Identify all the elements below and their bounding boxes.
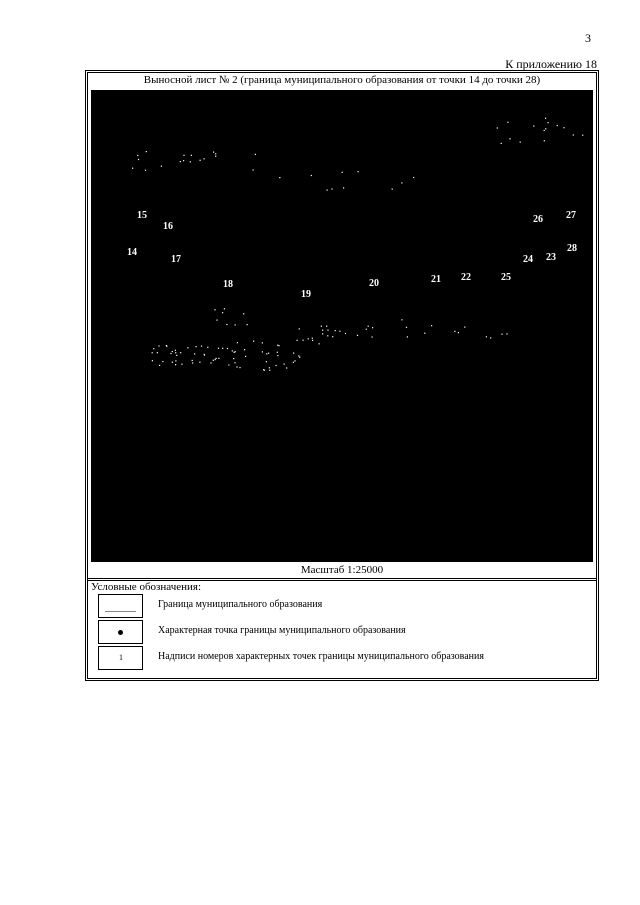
map-speck xyxy=(277,355,278,356)
map-speck xyxy=(181,364,182,365)
map-speck xyxy=(216,358,217,359)
legend-item-label: Характерная точка границы муниципального образования xyxy=(158,625,406,636)
map-speck xyxy=(277,352,278,353)
map-speck xyxy=(557,125,558,126)
map-speck xyxy=(357,335,358,336)
map-speck xyxy=(227,348,228,349)
map-speck xyxy=(146,151,147,152)
map-speck xyxy=(213,360,214,361)
map-speck xyxy=(214,309,215,310)
map-speck xyxy=(284,364,285,365)
map-speck xyxy=(232,350,233,351)
map-speck xyxy=(294,360,295,361)
map-speck xyxy=(506,333,507,334)
map-speck xyxy=(392,189,393,190)
point-label-15: 15 xyxy=(137,210,147,221)
map-speck xyxy=(215,156,216,157)
map-speck xyxy=(366,329,367,330)
map-speck xyxy=(573,134,574,135)
map-speck xyxy=(137,155,138,156)
map-speck xyxy=(332,336,333,337)
legend-symbol-box xyxy=(98,646,143,670)
divider xyxy=(88,578,596,579)
map-speck xyxy=(335,330,336,331)
map-speck xyxy=(533,126,534,127)
map-speck xyxy=(544,130,545,131)
map-speck xyxy=(161,166,162,167)
map-speck xyxy=(183,160,184,161)
map-speck xyxy=(175,364,176,365)
map-speck xyxy=(247,324,248,325)
point-label-25: 25 xyxy=(501,272,511,283)
map-speck xyxy=(175,352,176,353)
map-speck xyxy=(159,365,160,366)
map-speck xyxy=(319,343,320,344)
map-speck xyxy=(299,328,300,329)
map-speck xyxy=(234,352,235,353)
map-speck xyxy=(170,353,171,354)
map-speck xyxy=(342,172,343,173)
map-speck xyxy=(298,355,299,356)
map-speck xyxy=(545,118,546,119)
map-speck xyxy=(327,190,328,191)
map-speck xyxy=(406,327,407,328)
point-label-21: 21 xyxy=(431,274,441,285)
map-speck xyxy=(372,336,373,337)
point-label-23: 23 xyxy=(546,252,556,263)
map-speck xyxy=(244,349,245,350)
map-speck xyxy=(520,142,521,143)
map-speck xyxy=(213,152,214,153)
sheet-title: Выносной лист № 2 (граница муниципального образования от точки 14 до точки 28) xyxy=(143,74,541,86)
map-speck xyxy=(152,360,153,361)
map-speck xyxy=(190,161,191,162)
point-number-symbol: 1 xyxy=(119,653,123,662)
map-speck xyxy=(215,153,216,154)
map-speck xyxy=(501,143,502,144)
legend-item-label: Граница муниципального образования xyxy=(158,599,323,610)
map-speck xyxy=(222,348,223,349)
map-speck xyxy=(278,345,279,346)
map-speck xyxy=(266,353,267,354)
map-speck xyxy=(401,319,402,320)
map-speck xyxy=(192,360,193,361)
map-speck xyxy=(162,361,163,362)
map-speck xyxy=(501,334,502,335)
map-speck xyxy=(245,356,246,357)
map-speck xyxy=(200,160,201,161)
map-speck xyxy=(458,332,459,333)
map-background xyxy=(91,90,593,562)
map-speck xyxy=(339,331,340,332)
map-speck xyxy=(191,155,192,156)
map-speck xyxy=(253,341,254,342)
map-speck xyxy=(175,350,176,351)
map-speck xyxy=(152,352,153,353)
map-speck xyxy=(424,333,425,334)
map-speck xyxy=(327,335,328,336)
map-speck xyxy=(343,187,344,188)
map-speck xyxy=(157,352,158,353)
map-speck xyxy=(166,345,167,346)
map-speck xyxy=(262,351,263,352)
map-speck xyxy=(322,330,323,331)
map-speck xyxy=(199,362,200,363)
map-speck xyxy=(268,353,269,354)
map-speck xyxy=(321,326,322,327)
map-speck xyxy=(507,122,508,123)
map-speck xyxy=(279,177,280,178)
map-sheet-frame xyxy=(87,72,597,679)
point-label-19: 19 xyxy=(301,289,311,300)
map-speck xyxy=(497,127,498,128)
map-speck xyxy=(233,358,234,359)
map-speck xyxy=(243,313,244,314)
map-speck xyxy=(311,175,312,176)
map-speck xyxy=(145,170,146,171)
map-speck xyxy=(368,326,369,327)
map-speck xyxy=(216,320,217,321)
map-speck xyxy=(401,182,402,183)
map-speck xyxy=(172,351,173,352)
point-label-20: 20 xyxy=(369,278,379,289)
map-speck xyxy=(176,355,177,356)
map-speck xyxy=(293,353,294,354)
map-speck xyxy=(358,171,359,172)
map-speck xyxy=(312,340,313,341)
map-speck xyxy=(237,342,238,343)
map-speck xyxy=(234,362,235,363)
map-speck xyxy=(192,362,193,363)
legend-item-label: Надписи номеров характерных точек границы муниципального образования xyxy=(158,651,484,662)
point-label-24: 24 xyxy=(523,254,533,265)
point-label-22: 22 xyxy=(461,272,471,283)
boundary-line-symbol xyxy=(105,611,136,612)
map-canvas xyxy=(91,90,593,562)
page-number: 3 xyxy=(585,31,591,45)
legend-symbol-box xyxy=(98,594,143,618)
map-speck xyxy=(286,367,287,368)
map-speck xyxy=(544,140,545,141)
map-speck xyxy=(548,122,549,123)
map-speck xyxy=(236,366,237,367)
map-speck xyxy=(266,361,267,362)
map-speck xyxy=(563,127,564,128)
map-speck xyxy=(218,358,219,359)
legend-symbol-box xyxy=(98,620,143,644)
legend-title: Условные обозначения: xyxy=(91,581,202,593)
map-speck xyxy=(326,326,327,327)
map-speck xyxy=(235,324,236,325)
map-speck xyxy=(345,333,346,334)
map-speck xyxy=(215,359,216,360)
map-speck xyxy=(312,338,313,339)
map-speck xyxy=(277,345,278,346)
map-speck xyxy=(490,337,491,338)
map-speck xyxy=(175,360,176,361)
map-speck xyxy=(138,159,139,160)
map-speck xyxy=(431,325,432,326)
map-speck xyxy=(331,188,332,189)
map-speck xyxy=(454,331,455,332)
map-speck xyxy=(204,354,205,355)
map-speck xyxy=(293,362,294,363)
map-speck xyxy=(308,338,309,339)
appendix-label: К приложению 18 xyxy=(505,57,597,71)
map-speck xyxy=(218,348,219,349)
point-label-16: 16 xyxy=(163,221,173,232)
map-speck xyxy=(297,340,298,341)
map-speck xyxy=(196,346,197,347)
map-speck xyxy=(194,353,195,354)
map-speck xyxy=(224,308,225,309)
map-speck xyxy=(153,348,154,349)
point-dot-symbol xyxy=(118,630,123,635)
map-speck xyxy=(183,155,184,156)
map-speck xyxy=(303,340,304,341)
map-speck xyxy=(276,365,277,366)
map-speck xyxy=(239,367,240,368)
map-speck xyxy=(210,362,211,363)
map-speck xyxy=(262,342,263,343)
map-speck xyxy=(322,333,323,334)
point-label-28: 28 xyxy=(567,243,577,254)
map-speck xyxy=(180,161,181,162)
point-label-27: 27 xyxy=(566,210,576,221)
map-speck xyxy=(545,128,546,129)
point-label-17: 17 xyxy=(171,254,181,265)
map-speck xyxy=(201,346,202,347)
map-speck xyxy=(253,169,254,170)
map-speck xyxy=(172,362,173,363)
point-label-26: 26 xyxy=(533,214,543,225)
map-speck xyxy=(407,336,408,337)
map-speck xyxy=(299,357,300,358)
point-label-14: 14 xyxy=(127,247,137,258)
map-speck xyxy=(228,364,229,365)
map-speck xyxy=(204,158,205,159)
map-speck xyxy=(269,370,270,371)
map-speck xyxy=(207,347,208,348)
map-speck xyxy=(255,154,256,155)
map-speck xyxy=(509,138,510,139)
map-speck xyxy=(486,336,487,337)
map-speck xyxy=(187,347,188,348)
map-area[interactable] xyxy=(91,90,593,562)
map-speck xyxy=(264,370,265,371)
map-speck xyxy=(235,351,236,352)
map-speck xyxy=(464,327,465,328)
map-speck xyxy=(582,135,583,136)
map-speck xyxy=(222,312,223,313)
scale-label: Масштаб 1:25000 xyxy=(300,564,384,576)
map-speck xyxy=(327,330,328,331)
map-speck xyxy=(269,367,270,368)
map-speck xyxy=(158,345,159,346)
map-speck xyxy=(226,324,227,325)
point-label-18: 18 xyxy=(223,279,233,290)
map-speck xyxy=(132,168,133,169)
map-speck xyxy=(372,327,373,328)
map-speck xyxy=(180,352,181,353)
map-speck xyxy=(413,177,414,178)
